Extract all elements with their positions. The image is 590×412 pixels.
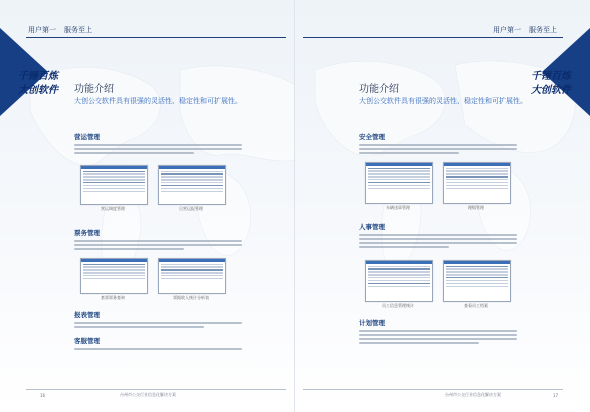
section-heading: 营运管理 xyxy=(74,133,100,141)
page-title: 功能介绍 xyxy=(74,84,114,95)
slogan-line-1: 千锤百炼 xyxy=(18,71,58,82)
page-subtitle: 大创公交软件具有很强的灵活性、稳定性和可扩展性。 xyxy=(74,97,242,105)
page-number: 17 xyxy=(553,393,559,398)
slogan xyxy=(3,70,73,98)
section-heading: 票务管理 xyxy=(74,229,100,237)
caption: 查看员工档案 xyxy=(464,303,488,308)
section-ticketing xyxy=(74,228,244,250)
footer-text: 台州市公交行业信息化解决方案 xyxy=(445,392,501,397)
screenshot-staff-file xyxy=(443,260,511,302)
footer-text: 台州市公交行业信息化解决方案 xyxy=(120,392,176,397)
slogan-line-2: 大创软件 xyxy=(18,85,58,96)
section-planning xyxy=(359,318,519,344)
caption: 理赔管理 xyxy=(468,205,484,210)
page-title: 功能介绍 xyxy=(359,84,399,95)
screenshot-staff-stats xyxy=(365,260,433,302)
header-item-1: 用户第一 xyxy=(28,26,56,34)
page-subtitle: 大创公交软件具有很强的灵活性、稳定性和可扩展性。 xyxy=(359,97,527,105)
caption: 车辆违章管理 xyxy=(386,205,410,210)
slogan-line-1: 千锤百炼 xyxy=(531,71,571,82)
caption: 套票票务查询 xyxy=(101,295,125,300)
page-number: 16 xyxy=(40,393,46,398)
section-heading: 报表管理 xyxy=(74,311,100,319)
caption: 票据收入统计分析表 xyxy=(173,295,209,300)
section-safety xyxy=(359,132,519,154)
slogan-line-2: 大创软件 xyxy=(531,85,571,96)
screenshot-dispatch xyxy=(80,165,148,205)
caption: 营运调度管理 xyxy=(101,206,125,211)
section-heading: 计划管理 xyxy=(359,319,385,327)
section-heading: 安全管理 xyxy=(359,133,385,141)
slogan xyxy=(515,70,587,98)
screenshot-claims xyxy=(443,162,511,204)
section-reports xyxy=(74,310,244,328)
footer-rule xyxy=(303,389,563,390)
section-customer-service xyxy=(74,336,244,350)
right-page xyxy=(295,0,590,412)
section-heading: 人事管理 xyxy=(359,223,385,231)
screenshot-ticket-query xyxy=(80,258,148,294)
header-item-1: 用户第一 xyxy=(493,26,521,34)
section-hr xyxy=(359,222,519,248)
footer-rule xyxy=(26,389,286,390)
header-rule xyxy=(26,37,286,38)
screenshot-daily-report xyxy=(158,165,226,205)
section-heading: 客服管理 xyxy=(74,337,100,345)
header-tagline xyxy=(493,22,565,38)
section-operations xyxy=(74,132,244,154)
header-tagline xyxy=(28,22,100,38)
screenshot-revenue-analysis xyxy=(158,258,226,294)
caption: 员工信息管理统计 xyxy=(382,303,414,308)
screenshot-vehicle-violation xyxy=(365,162,433,204)
header-item-2: 服务至上 xyxy=(64,26,92,34)
header-rule xyxy=(303,37,563,38)
caption: 日营运报管理 xyxy=(179,206,203,211)
header-item-2: 服务至上 xyxy=(529,26,557,34)
